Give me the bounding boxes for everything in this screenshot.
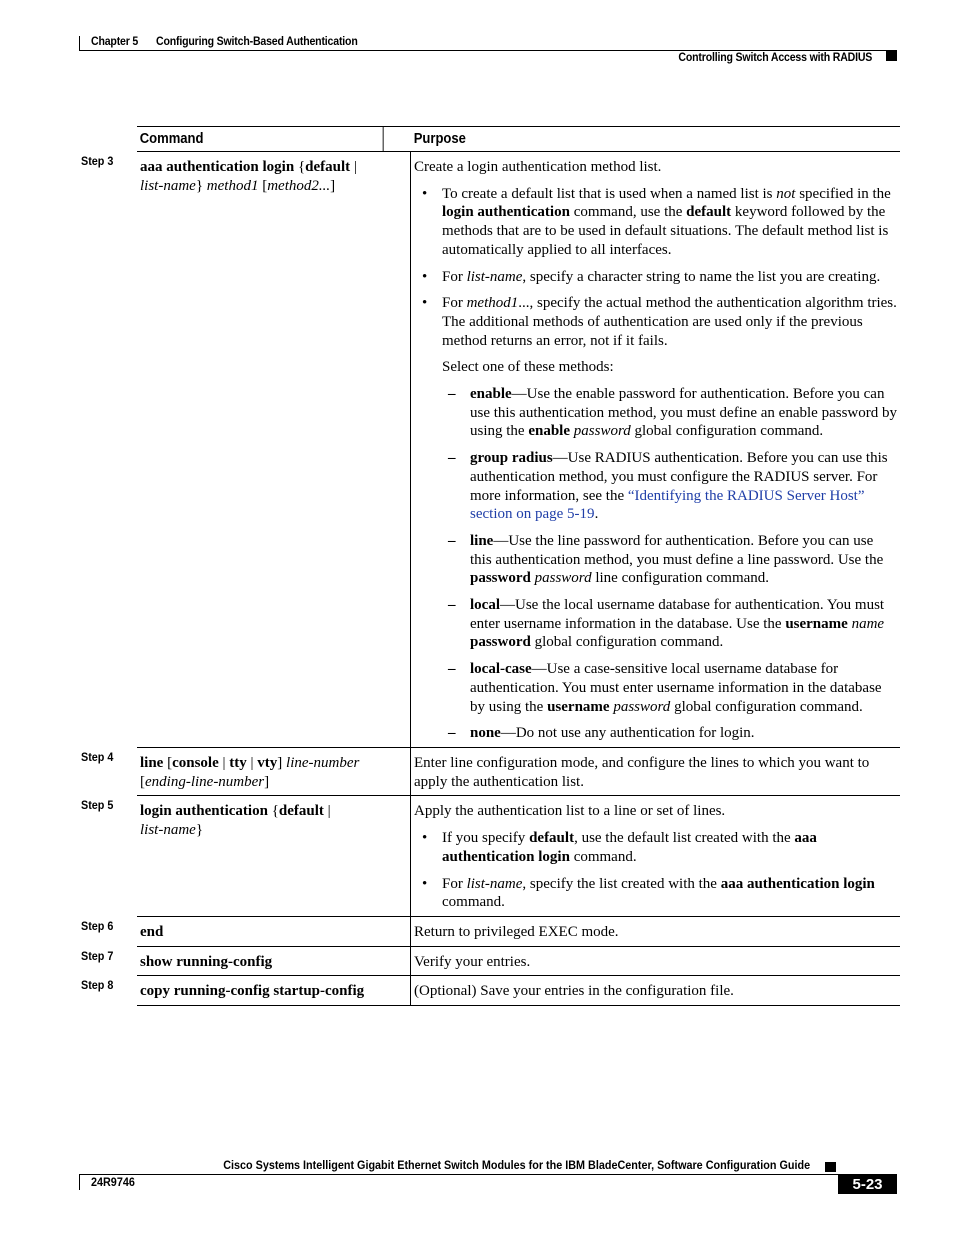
footer-doc-number: 24R9746	[91, 1175, 135, 1189]
command-table	[81, 126, 900, 1006]
step-label: Step 7	[81, 948, 114, 963]
table-row-step-3	[81, 152, 900, 748]
command-cell: line [console | tty | vty] line-number [ending-line-number]	[137, 748, 411, 795]
step-label: Step 8	[81, 978, 114, 993]
cmd-argument: method2...	[267, 177, 331, 194]
step-label: Step 5	[81, 798, 114, 813]
command-cell: end	[137, 917, 411, 946]
chapter-label: Chapter 5	[91, 34, 139, 48]
chapter-title: Configuring Switch-Based Authentication	[156, 34, 358, 48]
header-left-bar	[79, 36, 80, 51]
table-row-step-8	[81, 976, 900, 1006]
method-local-case: – local-case—Use a case-sensitive local username database for authentication. You must enter username information in the database by using the username password global configuration command.	[414, 660, 897, 716]
command-cell: aaa authentication login {default | list-name} method1 [method2...]	[137, 152, 411, 747]
bullet-item: • For list-name, specify the list created with the aaa authentication login command.	[414, 875, 897, 912]
cross-reference-link[interactable]: “Identifying the RADIUS Server Host” section on page 5-19	[470, 487, 865, 523]
footer-book-title: Cisco Systems Intelligent Gigabit Ethernet Switch Modules for the IBM BladeCenter, Software Configuration Guide	[223, 1158, 810, 1172]
methods-intro: Select one of these methods:	[442, 359, 614, 376]
purpose-text: Enter line configuration mode, and configure the lines to which you want to apply the authentication list.	[414, 754, 870, 790]
purpose-intro: Create a login authentication method list.	[414, 159, 662, 175]
command-cell: login authentication {default | list-name}	[137, 796, 411, 916]
method-none: – none—Do not use any authentication for login.	[414, 724, 897, 743]
method-group-radius: – group radius—Use RADIUS authentication. Before you can use this authentication method, you must configure the RADIUS server. For more information, see the “Identifying the RADIUS Server Host” section on page 5-19.	[414, 449, 897, 524]
footer-marker	[825, 1162, 836, 1172]
purpose-cell	[411, 748, 900, 795]
cmd-keyword: default	[305, 159, 351, 175]
table-row-step-7	[81, 947, 900, 977]
bullet-item: • To create a default list that is used when a named list is not specified in the login authentication command, use the default keyword followed by the methods that are to be used in default situations. The default method list is automatically applied to all interfaces.	[414, 185, 897, 260]
page-number: 5-23	[838, 1174, 897, 1194]
table-row-step-5	[81, 796, 900, 917]
bullet-item: • If you specify default, use the default list created with the aaa authentication login command.	[414, 829, 897, 866]
step-label: Step 3	[81, 154, 114, 168]
header-marker	[886, 51, 897, 61]
section-title: Controlling Switch Access with RADIUS	[678, 50, 872, 64]
purpose-intro: Apply the authentication list to a line or set of lines.	[414, 803, 726, 820]
method-enable: – enable—Use the enable password for authentication. Before you can use this authentication method, you must define an enable password by using the enable password global configuration command.	[414, 385, 897, 441]
method-line: – line—Use the line password for authentication. Before you can use this authentication method, you must define a line password. Use the password password line configuration command.	[414, 532, 897, 588]
command-cell: copy running-config startup-config	[137, 976, 411, 1005]
method-local: – local—Use the local username database for authentication. You must enter username information in the database. Use the username name password global configuration command.	[414, 596, 897, 652]
purpose-cell	[411, 152, 900, 747]
cmd-keyword: aaa authentication login	[140, 159, 295, 175]
column-header-purpose: Purpose	[413, 131, 466, 147]
cmd-argument: list-name	[140, 177, 196, 194]
table-row-step-4	[81, 748, 900, 796]
column-header-command: Command	[137, 127, 384, 151]
bullet-item: • For list-name, specify a character string to name the list you are creating.	[414, 268, 897, 287]
step-label: Step 6	[81, 918, 114, 933]
bullet-item: • For method1..., specify the actual method the authentication algorithm tries. The additional methods of authentication are used only if the previous method returns an error, not if it fails.	[414, 294, 897, 350]
purpose-cell: Return to privileged EXEC mode.	[414, 923, 619, 940]
footer-left-bar	[79, 1174, 80, 1190]
command-cell: show running-config	[137, 947, 411, 976]
step-label: Step 4	[81, 749, 114, 764]
purpose-cell	[411, 796, 900, 916]
purpose-cell: (Optional) Save your entries in the configuration file.	[414, 983, 734, 1000]
cmd-argument: method1	[206, 177, 259, 194]
purpose-cell: Verify your entries.	[414, 953, 531, 970]
table-row-step-6	[81, 917, 900, 947]
footer-rule	[79, 1174, 897, 1175]
table-header-row	[137, 126, 900, 152]
